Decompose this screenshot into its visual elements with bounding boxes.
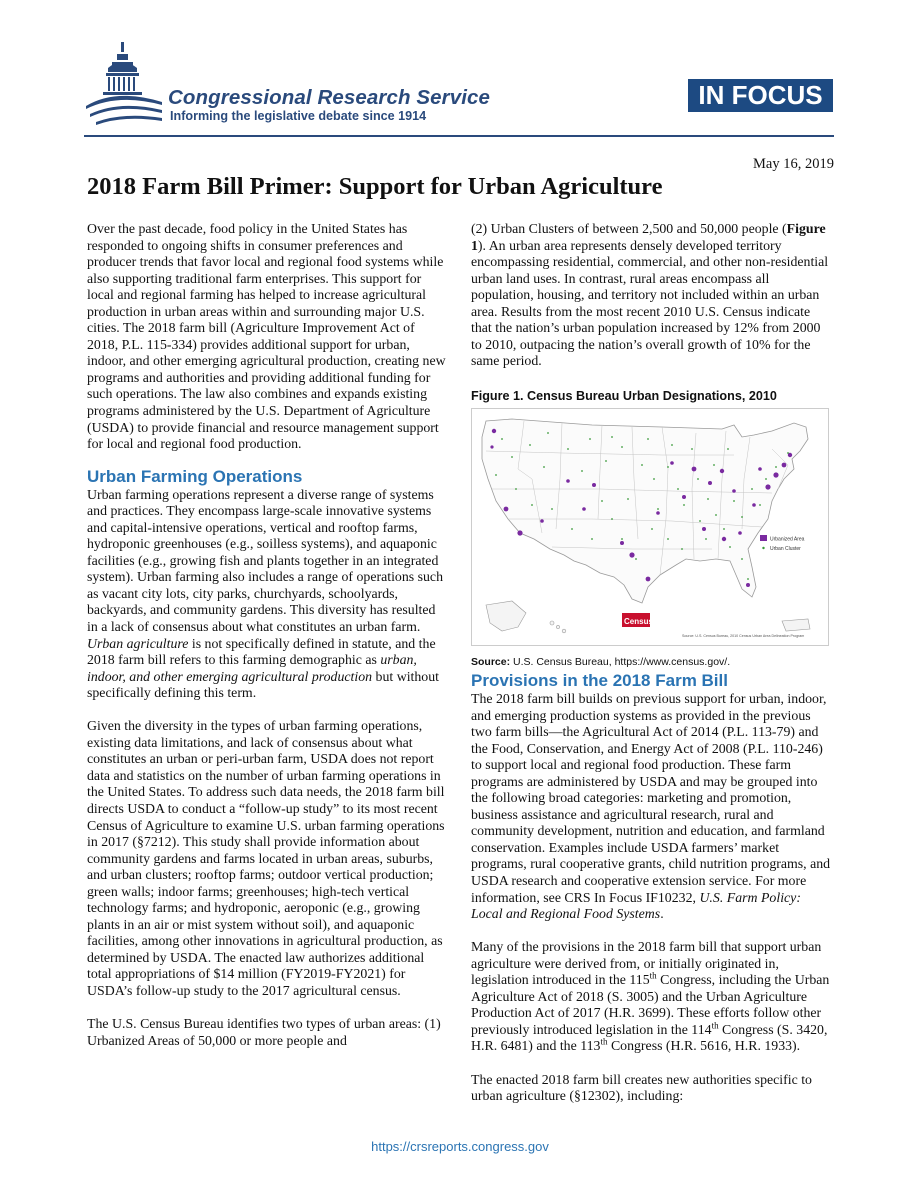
footer-url-link[interactable]: https://crsreports.congress.gov [371, 1139, 549, 1154]
us-urban-areas-map [471, 408, 829, 646]
header-divider [84, 135, 834, 137]
legend-urbanized-label: Urbanized Area [770, 536, 805, 543]
in-focus-reference[interactable]: U.S. Farm Policy: Local and Regional Food Systems [471, 889, 801, 922]
urban-farming-paragraph: Urban farming operations represent a diverse range of systems and practices. They encompass large-scale innovative systems and capital-intensive operations, vertical and rooftop farms, hydroponic greenhouses (e.g., soilless systems), and aquaponic facilities (e.g., growing fish and plants together in an integrated system). Urban farming also includes a range of operations such as vacant city lots, city parks, churchyards, schoolyards, backyards, and community gardens. This diversity has resulted in a lack of consensus about what constitutes an urban farm. Urban agriculture is not specifically defined in statute, and the 2018 farm bill refers to this farming demographic as urban, indoor, and other emerging agricultural production but without specifically defining this term. [87, 486, 443, 701]
left-column [87, 221, 449, 1049]
legislation-history-paragraph: Many of the provisions in the 2018 farm bill that support urban agriculture were derived from, or initially originated in, legislation introduced in the 115th Congress, including the Urban Agriculture Act of 2018 (S. 3005) and the Urban Agriculture Production Act of 2017 (H.R. 3699). These efforts follow other previously introduced legislation in the 114th Congress (S. 3420, H.R. 6481) and the 113th Congress (H.R. 5616, H.R. 1933). [471, 939, 830, 1054]
capitol-dome-logo-icon [84, 40, 164, 128]
right-column [471, 221, 833, 1105]
urban-agriculture-term: Urban agriculture [87, 635, 189, 651]
publication-date: May 16, 2019 [753, 156, 834, 172]
section-heading-urban-farming: Urban Farming Operations [87, 466, 303, 486]
map-source-note: Source: U.S. Census Bureau, 2010 Census Urban Area Delineation Program [682, 634, 805, 639]
figure-source: Source: U.S. Census Bureau, https://www.census.gov/. [471, 656, 731, 669]
census-urban-types-paragraph: The U.S. Census Bureau identifies two types of urban areas: (1) Urbanized Areas of 50,000 or more people and [87, 1016, 441, 1048]
org-tagline: Informing the legislative debate since 1914 [170, 109, 427, 123]
census-logo-text: Census [624, 617, 653, 627]
page-title: 2018 Farm Bill Primer: Support for Urban Agriculture [87, 173, 663, 200]
legend-cluster-label: Urban Cluster [770, 546, 801, 553]
follow-up-study-paragraph: Given the diversity in the types of urban farming operations, existing data limitations, and lack of consensus about what constitutes an urban or peri-urban farm, USDA does not report data and statistics on the number of urban farming operations in the United States. To address such data needs, the 2018 farm bill directs USDA to conduct a “follow-up study” to its most recent Census of Agriculture to examine U.S. urban farming operations in 2017 (§7212). This study shall provide information about community gardens and farms located in urban areas, suburbs, and urban clusters; rooftop farms; outdoor vertical production; green walls; indoor farms; greenhouses; high-tech vertical technology farms; and hydroponic, aeroponic (e.g., growing plants in an air or mist system without soil), and aquaponic facilities, among other innovations in agricultural production, as determined by USDA. The enacted law authorizes additional total appropriations of $14 million (FY2019-FY2021) for USDA’s follow-up study to the 2017 agricultural census. [87, 718, 445, 999]
urban-indoor-term: urban, indoor, and other emerging agricultural production [87, 652, 417, 684]
intro-paragraph: Over the past decade, food policy in the United States has responded to ongoing shifts in consumer preferences and producer trends that favor local and regional food systems while also supporting traditional farm enterprises. This support for local and regional farming has helped to increase agricultural production in urban areas within and surrounding major U.S. cities. The 2018 farm bill (Agriculture Improvement Act of 2018, P.L. 115-334) provides additional support for urban, indoor, and other emerging agricultural production, creating new programs and authorities and providing additional funding for such operations. The law also combines and expands existing programs administered by the U.S. Department of Agriculture (USDA) to provide financial and resource management support for local and regional food production. [87, 221, 446, 452]
new-authorities-paragraph: The enacted 2018 farm bill creates new authorities specific to urban agriculture (§12302), including: [471, 1071, 812, 1104]
in-focus-badge: IN FOCUS [688, 79, 833, 112]
figure-caption: Figure 1. Census Bureau Urban Designations, 2010 [471, 388, 777, 403]
org-name: Congressional Research Service [168, 86, 491, 109]
figure-1-reference[interactable]: Figure 1 [471, 221, 826, 253]
section-heading-provisions: Provisions in the 2018 Farm Bill [471, 671, 728, 691]
urban-clusters-paragraph: (2) Urban Clusters of between 2,500 and 50,000 people (Figure 1). An urban area represents densely developed territory encompassing residential, commercial, and other non-residential urban land uses. In contrast, rural areas encompass all population, housing, and territory not included within an urban area. Results from the most recent 2010 U.S. Census indicate that the nation’s urban population increased by 12% from 2000 to 2010, outpacing the nation’s overall growth of 10% for the same period. [471, 221, 829, 369]
provisions-paragraph: The 2018 farm bill builds on previous support for urban, indoor, and emerging production systems as provided in the previous two farm bills—the Agricultural Act of 2014 (P.L. 113-79) and the Food, Conservation, and Energy Act of 2008 (P.L. 110-246) to support local and regional food production. These farm programs are administered by USDA and may be grouped into the following broad categories: marketing and promotion, business assistance and agricultural research, rural and community development, nutrition and education, and farmland conservation. Examples include USDA farmers’ market programs, rural cooperative grants, child nutrition programs, and USDA research and cooperative extension service. For more information, see CRS In Focus IF10232, U.S. Farm Policy: Local and Regional Food Systems. [471, 691, 831, 922]
